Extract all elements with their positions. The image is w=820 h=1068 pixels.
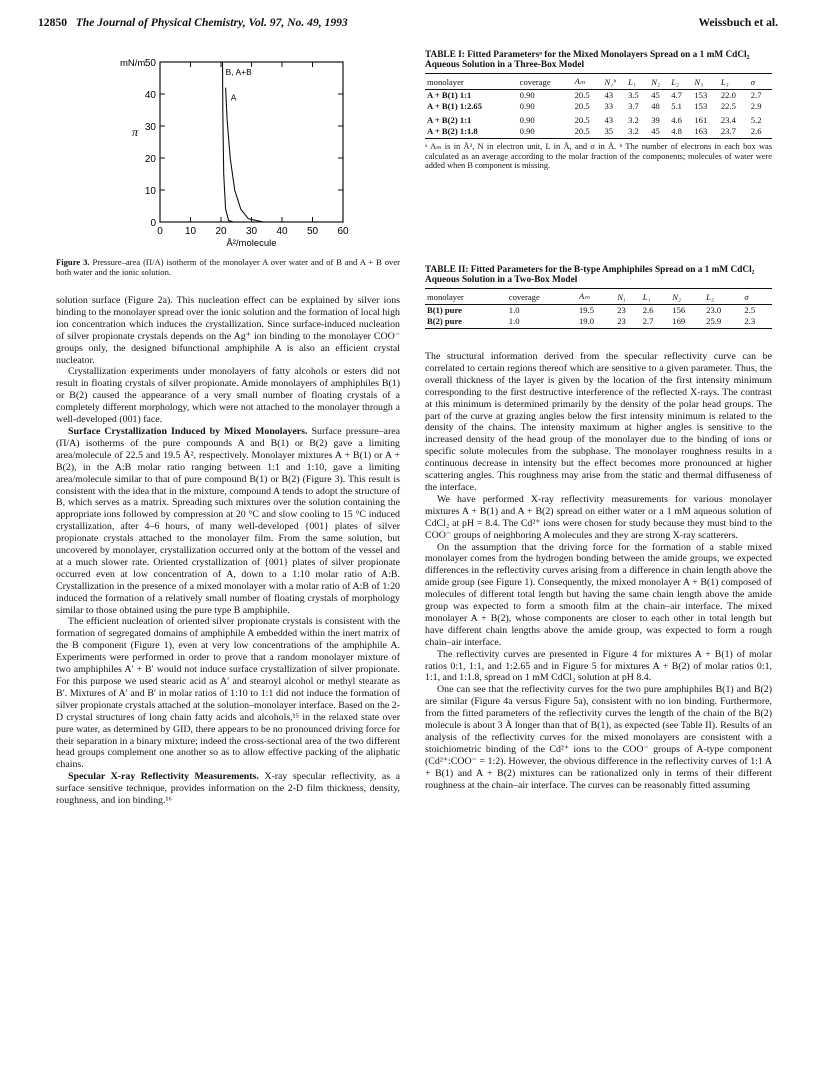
running-authors: Weissbuch et al. <box>698 16 778 29</box>
table-1-label: TABLE I: <box>425 50 465 60</box>
table-cell: 2.6 <box>749 126 772 139</box>
y-tick-label: 10 <box>144 186 156 197</box>
column-header: L₂ <box>669 74 692 90</box>
table-cell: 3.2 <box>626 126 649 139</box>
x-tick-label: 20 <box>215 226 227 237</box>
table-cell: A + B(2) 1:1.8 <box>425 126 518 139</box>
y-tick-label: 20 <box>144 154 156 165</box>
section-lead: Surface Crystallization Induced by Mixed Monolayers. <box>68 425 308 437</box>
paragraph-text: Surface pressure–area (Π/A) isotherms of the pure compounds A and B(1) or B(2) gave a limiting area/molecule of 22.5 and 19.5 Å², respectively. Monolayer mixtures A + B(1) or A + B(2), in the A:B molar ratio ranging between 1:1 and 1:10, gave a limiting area/molecule similar to that of pure compound B(1) or B(2) (Figure 3). This result is consistent with the idea that in the mixture, compound A tends to adopt the structure of B, which serves as a matrix. Spreading such mixtures over the solution containing the appropriate ions followed by compression at 20 °C and slow cooling to 15 °C induced crystallization, after 4–6 hours, of many well-developed {001} plates of silver propionate crystals attached to the monolayer film. From the same solution, but uncovered by monolayer, crystallization occurred only at the bottom of the vessel and at a much slower rate. Oriented crystallization of {001} plates of silver propionate occurred even at low concentration of A, down to a 1:10 molar ratio of A:B. Crystallization in the presence of a mixed monolayer with a molar ratio of A:B of 1:20 induced the formation of a relatively small number of floating crystals of morphology similar to those obtained using the pure type B amphiphile. <box>56 425 400 616</box>
paragraph-text: solution surface (Figure 2a). This nucleation effect can be explained by silver ions binding to the monolayer spread over the ionic solution and the formation of local high ion concentration which induces the crystallization. Since surface-induced nucleation of silver propionate crystals depends on the Ag⁺ ion binding to the monolayer COO⁻ groups only, the designed bifunctional amphiphile A is also an efficient crystal nucleator. <box>56 295 400 366</box>
column-header: N₁ᵇ <box>603 74 627 90</box>
table-cell: 20.5 <box>574 100 590 111</box>
column-header: coverage <box>518 74 573 90</box>
left-text-column <box>56 295 400 807</box>
x-tick-label: 30 <box>245 226 258 237</box>
x-axis-label: Å²/molecule <box>226 238 277 249</box>
column-header: Aₘ <box>573 74 603 90</box>
table-cell: 48 <box>651 100 660 111</box>
table-cell: 25.9 <box>704 316 742 329</box>
isotherm-curve-a <box>226 88 264 222</box>
y-tick-label: 0 <box>150 218 156 229</box>
body-paragraph <box>56 426 400 617</box>
x-tick-label: 60 <box>337 226 349 237</box>
table-cell: 23.4 <box>720 115 736 125</box>
x-tick-label: 50 <box>306 226 319 237</box>
table-cell: 2.5 <box>744 305 756 315</box>
body-paragraph: The reflectivity curves are presented in Figure 4 for mixtures A + B(1) of molar ratios 0:1, 1:1, and 1:2.65 and in Figure 5 for mixtures A + B(2) of molar ratios 0:1, 1:1, and 1:1.8, spread on 1 mM CdCl₂ solution at pH 8.4. <box>425 648 772 684</box>
series-label-a: A <box>230 92 237 103</box>
right-text-column <box>425 351 772 792</box>
table-cell: 35 <box>603 126 627 139</box>
table-cell: 2.3 <box>742 316 772 329</box>
column-header: L₁ <box>626 74 649 90</box>
table-row <box>425 126 772 139</box>
table-cell: A + B(2) 1:1 <box>427 115 472 125</box>
y-axis-unit: mN/m <box>120 58 146 69</box>
table-cell: 23.0 <box>706 305 722 315</box>
header-left <box>38 16 348 29</box>
table-cell: 43 <box>604 115 614 125</box>
column-header: N₂ <box>670 289 704 305</box>
column-header: L₁ <box>641 289 671 305</box>
caption-label: Figure 3. <box>56 257 90 267</box>
table-cell: 2.7 <box>750 90 762 100</box>
plot-frame <box>160 62 343 222</box>
body-paragraph <box>56 366 400 426</box>
table-row <box>425 101 772 112</box>
y-axis-symbol: π <box>132 125 139 139</box>
body-paragraph: One can see that the reflectivity curves for the two pure amphiphiles B(1) and B(2) are similar (Figure 4a versus Figure 5a), consistent with no ion binding. Furthermore, from the fitted parameters of the reflectivity curves the length of the chain of the B(2) molecule is about 3 Å longer than that of B(1), as expected (see Table II). Results of an analysis of the reflectivity curves for the mixed monolayers are consistent with a stoichiometric binding of the Cd²⁺ ions to the COO⁻ groups of A-type component (Cd²⁺:COO⁻ = 1:2). However, the obvious difference in the reflectivity curves of 1:1 A + B(1) and A + B(2) mixtures can be rationalized only in terms of their different roughness at the chain–air interface. The curves can be reasonably fitted assuming <box>425 684 772 791</box>
table-cell: 45 <box>649 126 669 139</box>
table-cell: 2.9 <box>750 100 762 111</box>
table-1-grid <box>425 73 772 139</box>
table-cell: 19.5 <box>578 305 595 315</box>
table-cell: 39 <box>651 115 660 125</box>
isotherm-chart <box>100 52 360 257</box>
column-header: monolayer <box>425 74 518 90</box>
table-cell: 0.90 <box>519 100 535 111</box>
table-2 <box>425 265 772 329</box>
page-number: 12850 <box>38 16 67 29</box>
section-lead: Specular X-ray Reflectivity Measurements. <box>68 771 259 783</box>
table-cell: 23 <box>615 316 641 329</box>
column-header: N₁ <box>615 289 641 305</box>
column-header: σ <box>742 289 772 305</box>
table-row <box>425 111 772 126</box>
table-1 <box>425 50 772 171</box>
table-cell: B(2) pure <box>425 316 507 329</box>
paragraph-text: Crystallization experiments under monolayers of fatty alcohols or esters did not result in floating crystals of silver propionate. Amide monolayers of amphiphiles B(1) or B(2) caused the appearance of a very small number of floating crystals of a completely different morphology, which were not attached to the monolayer through a well-developed (001) face. <box>56 366 400 426</box>
body-paragraph: The structural information derived from the specular reflectivity curve can be correlated to certain regions thereof which are sensitive to a given parameter. Thus, the overall thickness of the layer is given by the location of the first intensity minimum corresponding to the first destructive interference of the reflected X-rays. The contrast at this minimum is determined primarily by the density of the polar head groups. The part of the curve at grazing angles below the first intensity minimum is related to the density of the chains. The intensity maximum at higher angles is sensitive to the increased density of the head group of the monolayer due to the binding of ions or specific solute molecules from the subphase. The monolayer roughness results in a continuous decrease in intensity but the effect becomes more pronounced at higher scattering angles. This roughness may arise from the static and thermal diffuseness of the interface. <box>425 351 772 493</box>
table-cell: A + B(1) 1:2.65 <box>427 100 483 111</box>
paragraph-text: X-ray specular reflectivity, as a surface sensitive technique, provides information on the 2-D film thickness, density, roughness, and ion binding.¹⁶ <box>56 771 401 807</box>
table-cell: 5.1 <box>671 100 682 111</box>
table-cell: 3.7 <box>628 100 639 111</box>
column-header: coverage <box>507 289 577 305</box>
table-cell: A + B(1) 1:1 <box>427 90 472 100</box>
table-cell: 2.6 <box>642 305 654 315</box>
table-cell: 0.90 <box>519 90 535 100</box>
table-1-caption: Fitted Parametersᵃ for the Mixed Monolayers Spread on a 1 mM CdCl₂ Aqueous Solution in a Three-Box Model <box>425 50 750 70</box>
table-cell: 161 <box>694 115 708 125</box>
x-tick-label: 40 <box>276 226 288 237</box>
body-paragraph: We have performed X-ray reflectivity measurements for various monolayer mixtures A + B(1) and A + B(2) spread on either water or a 1 mM aqueous solution of CdCl₂ at pH = 8.4. The Cd²⁺ ions were chosen for study because they must bind to the COO⁻ groups of neighboring A molecules and they are strong X-ray scatterers. <box>425 493 772 541</box>
table-cell: 1.0 <box>508 305 520 315</box>
table-1-footnote: ᵃ Aₘ is in Å², N in electron unit, L in Å, and σ in Å. ᵇ The number of electrons in each box was calculated as an average according to the molar fraction of the components; molecules of water were added when B component is missing. <box>425 142 772 171</box>
x-tick-label: 0 <box>157 226 163 237</box>
table-cell: 22.0 <box>720 90 736 100</box>
figure-3-caption <box>56 257 400 277</box>
table-cell: 4.7 <box>671 90 682 100</box>
column-header: L₂ <box>704 289 742 305</box>
y-tick-label: 30 <box>144 122 156 133</box>
table-1-title <box>425 50 772 70</box>
journal-citation: The Journal of Physical Chemistry, Vol. 97, No. 49, 1993 <box>75 16 348 29</box>
table-cell: 23 <box>617 305 626 315</box>
column-header: Aₘ <box>577 289 615 305</box>
table-cell: 5.2 <box>750 115 762 125</box>
table-2-caption: Fitted Parameters for the B-type Amphiphiles Spread on a 1 mM CdCl₂ Aqueous Solution in a Two-Box Model <box>425 265 755 285</box>
table-cell: 4.6 <box>671 115 682 125</box>
x-tick-label: 10 <box>184 226 197 237</box>
table-cell: 153 <box>694 90 708 100</box>
table-cell: 20.5 <box>573 126 603 139</box>
figure-3 <box>100 52 360 257</box>
table-2-label: TABLE II: <box>425 265 469 275</box>
table-cell: 153 <box>694 100 708 111</box>
table-cell: 3.5 <box>628 90 639 100</box>
y-tick-label: 40 <box>144 90 156 101</box>
table-cell: 33 <box>604 100 614 111</box>
table-row <box>425 316 772 329</box>
table-cell: 169 <box>670 316 704 329</box>
table-cell: 0.90 <box>518 126 573 139</box>
table-cell: 163 <box>692 126 719 139</box>
table-cell: 4.8 <box>669 126 692 139</box>
table-row <box>425 305 772 316</box>
table-row <box>425 90 772 101</box>
isotherm-curve-b-ab <box>223 62 234 222</box>
column-header: monolayer <box>425 289 507 305</box>
table-cell: 45 <box>651 90 660 100</box>
column-header: σ <box>749 74 772 90</box>
table-cell: 22.5 <box>720 100 736 111</box>
series-label-b-ab: B, A+B <box>225 66 252 77</box>
column-header: N₂ <box>649 74 669 90</box>
body-paragraph <box>56 771 400 807</box>
table-2-title <box>425 265 772 285</box>
table-cell: 0.90 <box>519 115 535 125</box>
column-header: N₃ <box>692 74 719 90</box>
page-header <box>38 16 782 32</box>
table-cell: 43 <box>604 90 614 100</box>
body-paragraph <box>56 295 400 366</box>
table-cell: 20.5 <box>574 90 590 100</box>
table-2-grid <box>425 288 772 329</box>
body-paragraph: On the assumption that the driving force for the formation of a stable mixed monolayer comes from the hydrogen bonding between the amide groups, we expected differences in the reflectivity curves arising from a difference in chain length above the amide group (see Figure 1). Consequently, the mixed monolayer A + B(1) composed of molecules of different total length but having the same chain length above the amide group was expected to form a smooth film at the chain–air interface. The mixed monolayer A + B(2), whose components are closer to each other in total length but have different chain lengths above the amide group, was expected to form a rough chain–air interface. <box>425 541 772 648</box>
table-cell: 3.2 <box>628 115 639 125</box>
column-header: L₃ <box>719 74 749 90</box>
table-cell: 1.0 <box>507 316 577 329</box>
table-cell: 20.5 <box>574 115 590 125</box>
paragraph-text: The efficient nucleation of oriented silver propionate crystals is consistent with the formation of segregated domains of amphiphile A embedded within the inert matrix of the B component (Figure 1), even at very low concentrations of the amphiphile A. Experiments were performed in order to prove that a random monolayer mixture of two amphiphiles A′ + B′ would not induce surface crystallization of silver propionate. For this purpose we used stearic acid as A′ and stearoyl alcohol or methyl stearate as B′. Mixtures of A′ and B′ in molar ratios of 1:10 to 1:1 did not induce the formation of silver propionate crystals attached at the solution–monolayer interface. Based on the 2-D crystal structures of long chain fatty acids and alcohols,¹⁵ in the relaxed state over pure water, as determined by GID, there appears to be no pronounced driving force for their separation in a binary mixture; indeed the cross-sectional area of the two different head groups complement one another so as to allow effective packing of the aliphatic chains. <box>56 616 400 771</box>
caption-text: Pressure–area (Π/A) isotherm of the monolayer A over water and of B and A + B over both water and the ionic solution. <box>56 257 401 277</box>
y-tick-label: 50 <box>144 58 156 69</box>
table-cell: 19.0 <box>577 316 615 329</box>
table-cell: 23.7 <box>719 126 749 139</box>
body-paragraph <box>56 616 400 771</box>
table-cell: 156 <box>672 305 686 315</box>
table-cell: B(1) pure <box>427 305 462 315</box>
table-cell: 2.7 <box>641 316 671 329</box>
